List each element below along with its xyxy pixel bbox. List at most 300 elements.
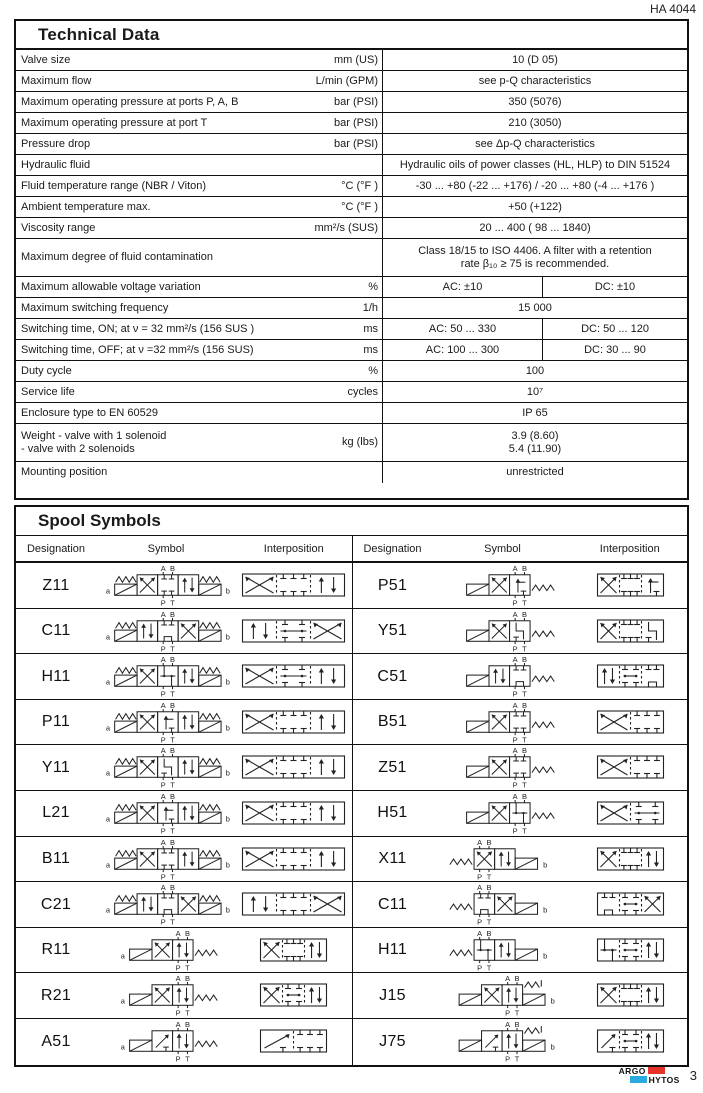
svg-text:T: T [170, 689, 175, 699]
valve-symbol [96, 563, 236, 608]
svg-text:T: T [185, 963, 190, 973]
tech-row-label [16, 134, 306, 154]
svg-text:b: b [225, 768, 230, 778]
valve-symbol [433, 928, 573, 973]
tech-row-value [382, 298, 687, 318]
argo-hytos-logo [619, 1066, 680, 1084]
interposition-symbol [573, 973, 688, 1018]
spool-row [353, 745, 688, 791]
tech-label-line: Fluid temperature range (NBR / Viton) [21, 179, 207, 192]
page-number: 3 [689, 1067, 697, 1083]
svg-text:B: B [486, 883, 491, 893]
interposition-symbol [236, 609, 352, 654]
valve-symbol-svg [96, 973, 236, 1018]
interposition-symbol-svg [236, 700, 351, 745]
spool-designation: Z11 [42, 576, 70, 594]
tech-row [16, 50, 687, 71]
tech-row-value-split [382, 277, 687, 297]
svg-text:T: T [521, 780, 527, 790]
tech-row-label [16, 319, 306, 339]
tech-value-line: 350 (5076) [508, 95, 562, 108]
spool-designation: J15 [379, 986, 406, 1004]
interposition-symbol-svg [573, 700, 688, 745]
tech-label-line: Viscosity range [21, 221, 96, 234]
tech-row [16, 71, 687, 92]
spool-row [16, 654, 352, 700]
spool-symbols-title: Spool Symbols [16, 507, 687, 536]
svg-text:T: T [170, 826, 175, 836]
svg-text:T: T [521, 735, 527, 745]
spool-designation: C11 [41, 622, 71, 640]
spool-row [353, 563, 688, 609]
svg-text:T: T [170, 598, 175, 608]
svg-text:a: a [105, 814, 110, 824]
svg-text:P: P [175, 963, 181, 973]
svg-text:b: b [550, 1042, 555, 1052]
tech-row-unit: mm (US) [334, 53, 378, 66]
spool-row [353, 882, 688, 928]
svg-text:A: A [160, 792, 166, 802]
svg-text:a: a [105, 677, 110, 687]
svg-text:P: P [160, 598, 166, 608]
svg-text:A: A [175, 928, 181, 938]
spool-row [353, 928, 688, 974]
tech-value-line: Class 18/15 to ISO 4406. A filter with a retention [418, 244, 652, 257]
valve-symbol-svg [96, 1019, 236, 1064]
tech-value-line: 100 [525, 364, 545, 377]
valve-symbol-svg [96, 745, 236, 790]
spool-row [353, 700, 688, 746]
interposition-symbol-svg [573, 654, 688, 699]
tech-row-value [382, 197, 687, 217]
svg-text:T: T [486, 872, 491, 882]
svg-text:A: A [160, 883, 166, 893]
spool-designation: Z51 [378, 758, 407, 776]
svg-text:A: A [160, 837, 166, 847]
tech-row-unit: 1/h [362, 301, 378, 314]
valve-symbol-svg [433, 973, 573, 1018]
valve-symbol-svg [96, 791, 236, 836]
svg-text:b: b [225, 859, 230, 869]
valve-symbol-svg [433, 609, 573, 654]
svg-text:a: a [105, 723, 110, 733]
tech-row-value [382, 382, 687, 402]
tech-row-label [16, 197, 306, 217]
spool-designation: H11 [377, 941, 408, 959]
spool-row [353, 791, 688, 837]
svg-text:P: P [175, 1054, 181, 1064]
technical-data-title: Technical Data [16, 21, 687, 50]
svg-text:T: T [514, 1008, 519, 1018]
svg-text:T: T [170, 780, 175, 790]
tech-row [16, 134, 687, 155]
tech-value-line: 20 ... 400 ( 98 ... 1840) [479, 221, 591, 234]
interposition-symbol [236, 745, 352, 790]
interposition-symbol-svg [573, 1019, 688, 1064]
interposition-symbol [236, 882, 352, 927]
tech-label-line: Valve size [21, 53, 71, 66]
spool-designation: B11 [41, 850, 71, 868]
tech-value-line: 15 000 [518, 301, 552, 314]
spool-row [16, 973, 352, 1019]
interposition-symbol-svg [573, 563, 688, 608]
tech-value-line: Hydraulic oils of power classes (HL, HLP) to DIN 51524 [399, 158, 671, 171]
svg-text:P: P [476, 917, 482, 927]
svg-text:A: A [160, 655, 166, 665]
spool-designation: H11 [41, 667, 71, 685]
tech-row-unit: bar (PSI) [333, 137, 378, 150]
tech-row-label [16, 155, 306, 175]
valve-symbol [96, 928, 236, 973]
svg-text:A: A [512, 746, 518, 756]
interposition-symbol [236, 928, 352, 973]
interposition-symbol [573, 563, 688, 608]
spool-designation: Y11 [41, 758, 71, 776]
valve-symbol-svg [433, 1019, 573, 1064]
svg-text:b: b [542, 951, 547, 961]
tech-row-unit: mm²/s (SUS) [314, 221, 378, 234]
svg-text:T: T [521, 598, 527, 608]
interposition-symbol-svg [236, 745, 351, 790]
spool-header-interposition: Interposition [599, 542, 660, 555]
spool-header-interposition: Interposition [263, 542, 324, 555]
interposition-symbol [573, 791, 688, 836]
valve-symbol-svg [96, 563, 236, 608]
tech-label-line: Weight - valve with 1 solenoid [21, 429, 167, 442]
svg-text:B: B [514, 1020, 519, 1030]
svg-text:A: A [160, 564, 166, 574]
valve-symbol-svg [96, 928, 236, 973]
spool-header-designation: Designation [363, 542, 422, 555]
spool-body [16, 563, 687, 1065]
svg-text:P: P [512, 644, 518, 654]
svg-text:T: T [170, 735, 175, 745]
interposition-symbol [573, 700, 688, 745]
tech-label-line: Switching time, ON; at ν = 32 mm²/s (156 SUS ) [21, 322, 255, 335]
tech-label-line: Mounting position [21, 466, 108, 478]
valve-symbol [96, 973, 236, 1018]
logo-red-block [648, 1067, 665, 1074]
tech-row-value [382, 361, 687, 381]
valve-symbol-svg [96, 882, 236, 927]
tech-row-label [16, 382, 306, 402]
tech-row-unit: % [368, 280, 378, 293]
svg-text:T: T [521, 644, 527, 654]
svg-text:P: P [160, 689, 166, 699]
interposition-symbol [236, 791, 352, 836]
tech-row-label [16, 277, 306, 297]
spool-designation: R11 [41, 941, 71, 959]
interposition-symbol [236, 654, 352, 699]
interposition-symbol-svg [236, 563, 351, 608]
doc-code: HA 4044 [649, 2, 696, 16]
tech-label-line: Maximum flow [21, 74, 92, 87]
tech-row-value [382, 155, 687, 175]
interposition-symbol [573, 882, 688, 927]
svg-text:T: T [170, 644, 175, 654]
tech-row [16, 298, 687, 319]
spool-header-symbol: Symbol [484, 542, 521, 555]
svg-text:A: A [512, 564, 518, 574]
svg-text:a: a [105, 586, 110, 596]
valve-symbol [433, 609, 573, 654]
svg-text:A: A [160, 609, 166, 619]
interposition-symbol-svg [573, 745, 688, 790]
svg-text:A: A [160, 700, 166, 710]
valve-symbol [433, 791, 573, 836]
tech-value-line: unrestricted [506, 466, 564, 478]
svg-text:P: P [512, 598, 518, 608]
spool-designation: P51 [377, 576, 408, 594]
valve-symbol-svg [96, 654, 236, 699]
valve-symbol [96, 882, 236, 927]
valve-symbol [96, 654, 236, 699]
tech-row-unit: °C (°F ) [341, 179, 378, 192]
spool-symbols-table [14, 505, 689, 1067]
tech-value-line: +50 (+122) [508, 200, 562, 213]
valve-symbol-svg [96, 609, 236, 654]
spool-header-designation: Designation [26, 542, 86, 555]
valve-symbol-svg [96, 700, 236, 745]
interposition-symbol [573, 654, 688, 699]
tech-row-unit: bar (PSI) [333, 116, 378, 129]
interposition-symbol-svg [236, 1019, 351, 1064]
tech-row [16, 319, 687, 340]
spool-column-left [16, 563, 352, 1065]
interposition-symbol [236, 1019, 352, 1065]
tech-row [16, 155, 687, 176]
spool-designation: B51 [377, 713, 408, 731]
svg-text:P: P [476, 963, 482, 973]
tech-row-label [16, 361, 306, 381]
tech-row-label [16, 340, 306, 360]
svg-text:B: B [514, 974, 519, 984]
svg-text:B: B [170, 700, 176, 710]
valve-symbol [433, 837, 573, 882]
tech-value-line: see Δp-Q characteristics [475, 137, 595, 150]
svg-text:b: b [225, 905, 230, 915]
tech-label-line: Ambient temperature max. [21, 200, 151, 213]
valve-symbol [433, 700, 573, 745]
tech-value-ac: AC: ±10 [442, 281, 483, 293]
tech-row-unit [306, 403, 382, 423]
tech-value-dc: DC: 30 ... 90 [542, 340, 687, 360]
valve-symbol-svg [433, 654, 573, 699]
svg-text:P: P [512, 689, 518, 699]
svg-text:T: T [521, 689, 527, 699]
svg-text:A: A [476, 837, 482, 847]
interposition-symbol-svg [573, 928, 688, 973]
svg-text:T: T [185, 1054, 190, 1064]
svg-text:A: A [504, 1020, 510, 1030]
spool-row [16, 791, 352, 837]
svg-text:b: b [550, 996, 555, 1006]
tech-value-line: 210 (3050) [508, 116, 562, 129]
spool-row [16, 745, 352, 791]
svg-text:P: P [160, 917, 166, 927]
tech-row-value [382, 176, 687, 196]
valve-symbol-svg [433, 563, 573, 608]
spool-designation: L21 [42, 804, 70, 822]
svg-text:B: B [521, 609, 527, 619]
svg-text:T: T [521, 826, 527, 836]
spool-row [16, 882, 352, 928]
valve-symbol [433, 1019, 573, 1065]
svg-text:P: P [504, 1054, 510, 1064]
spool-row [16, 928, 352, 974]
tech-value-line: rate β₁₀ ≥ 75 is recommended. [460, 257, 610, 270]
tech-row-value [382, 239, 687, 276]
tech-row [16, 382, 687, 403]
spool-designation: P11 [41, 713, 71, 731]
tech-row-label [16, 462, 306, 483]
spool-row [16, 837, 352, 883]
tech-row-unit: cycles [347, 385, 378, 398]
svg-text:A: A [175, 974, 181, 984]
tech-row-unit: ms [363, 322, 378, 335]
spool-header-half [16, 536, 352, 561]
spool-row [16, 1019, 352, 1065]
tech-row [16, 92, 687, 113]
tech-value-ac: AC: 100 ... 300 [425, 344, 500, 356]
svg-text:B: B [521, 746, 527, 756]
tech-row-unit: kg (lbs) [341, 436, 378, 448]
svg-text:A: A [504, 974, 510, 984]
interposition-symbol-svg [573, 791, 688, 836]
spool-designation: C11 [377, 895, 408, 913]
valve-symbol [96, 700, 236, 745]
interposition-symbol-svg [236, 882, 351, 927]
svg-text:b: b [542, 905, 547, 915]
valve-symbol [96, 837, 236, 882]
interposition-symbol-svg [236, 791, 351, 836]
tech-row-unit: bar (PSI) [333, 95, 378, 108]
interposition-symbol [573, 1019, 688, 1065]
svg-text:a: a [120, 1042, 125, 1052]
svg-text:b: b [225, 632, 230, 642]
svg-text:b: b [542, 859, 547, 869]
tech-row-label [16, 176, 306, 196]
tech-row-value-split [382, 340, 687, 360]
tech-row-value [382, 113, 687, 133]
svg-text:B: B [170, 655, 176, 665]
valve-symbol-svg [433, 882, 573, 927]
logo-cyan-block [630, 1076, 647, 1083]
spool-designation: X11 [378, 850, 407, 868]
svg-text:B: B [170, 883, 176, 893]
svg-text:b: b [225, 677, 230, 687]
valve-symbol-svg [433, 928, 573, 973]
spool-header-half [352, 536, 688, 561]
svg-text:a: a [120, 951, 125, 961]
svg-text:T: T [170, 917, 175, 927]
svg-text:B: B [521, 564, 527, 574]
spool-designation: C21 [40, 895, 72, 913]
tech-label-line: - valve with 2 solenoids [21, 442, 135, 455]
svg-text:b: b [225, 723, 230, 733]
svg-text:P: P [476, 872, 482, 882]
valve-symbol-svg [433, 791, 573, 836]
tech-label-line: Maximum operating pressure at ports P, A, B [21, 95, 239, 108]
svg-text:B: B [184, 974, 190, 984]
valve-symbol [433, 745, 573, 790]
tech-row-label [16, 218, 306, 238]
svg-text:A: A [476, 928, 482, 938]
tech-row-value [382, 403, 687, 423]
tech-value-line: IP 65 [522, 406, 548, 419]
interposition-symbol-svg [236, 837, 351, 882]
tech-label-line: Enclosure type to EN 60529 [21, 406, 158, 419]
svg-text:P: P [512, 735, 518, 745]
svg-text:B: B [170, 609, 176, 619]
tech-row-label [16, 424, 306, 461]
tech-value-line: see p-Q characteristics [478, 74, 592, 87]
tech-value-ac: AC: 50 ... 330 [428, 323, 497, 335]
svg-text:a: a [105, 632, 110, 642]
tech-row [16, 403, 687, 424]
svg-text:B: B [184, 928, 190, 938]
valve-symbol [433, 563, 573, 608]
tech-row-value [382, 71, 687, 91]
tech-row [16, 424, 687, 462]
tech-row-unit: °C (°F ) [341, 200, 378, 213]
interposition-symbol [573, 609, 688, 654]
svg-text:P: P [160, 780, 166, 790]
svg-text:B: B [521, 655, 527, 665]
tech-label-line: Maximum switching frequency [21, 301, 169, 314]
tech-label-line: Duty cycle [21, 364, 72, 377]
interposition-symbol-svg [573, 973, 688, 1018]
svg-text:T: T [514, 1054, 519, 1064]
interposition-symbol-svg [236, 609, 351, 654]
tech-label-line: Pressure drop [21, 137, 91, 150]
tech-row-unit: % [368, 364, 378, 377]
tech-row-unit [306, 155, 382, 175]
tech-row [16, 277, 687, 298]
tech-row-label [16, 50, 306, 70]
tech-row [16, 113, 687, 134]
interposition-symbol [573, 928, 688, 973]
tech-row-unit [306, 462, 382, 483]
valve-symbol-svg [96, 837, 236, 882]
tech-label-line: Maximum allowable voltage variation [21, 280, 201, 293]
svg-text:B: B [170, 564, 176, 574]
svg-text:A: A [160, 746, 166, 756]
tech-label-line: Switching time, OFF; at ν =32 mm²/s (156 SUS) [21, 343, 254, 356]
technical-data-table [14, 19, 689, 500]
valve-symbol-svg [433, 700, 573, 745]
table-bottom-spacer [16, 483, 687, 498]
svg-text:B: B [170, 837, 176, 847]
valve-symbol [96, 791, 236, 836]
spool-row [353, 837, 688, 883]
tech-row-label [16, 239, 306, 276]
spool-row [16, 700, 352, 746]
tech-value-line: 5.4 (11.90) [508, 442, 562, 455]
spool-row [353, 609, 688, 655]
tech-label-line: Maximum operating pressure at port T [21, 116, 208, 129]
interposition-symbol-svg [573, 882, 688, 927]
tech-row-value [382, 424, 687, 461]
page-footer [619, 1066, 697, 1084]
spool-row [16, 563, 352, 609]
interposition-symbol-svg [573, 609, 688, 654]
tech-row [16, 176, 687, 197]
interposition-symbol-svg [573, 837, 688, 882]
tech-row-value [382, 218, 687, 238]
spool-designation: H51 [377, 804, 408, 822]
svg-text:A: A [512, 792, 518, 802]
